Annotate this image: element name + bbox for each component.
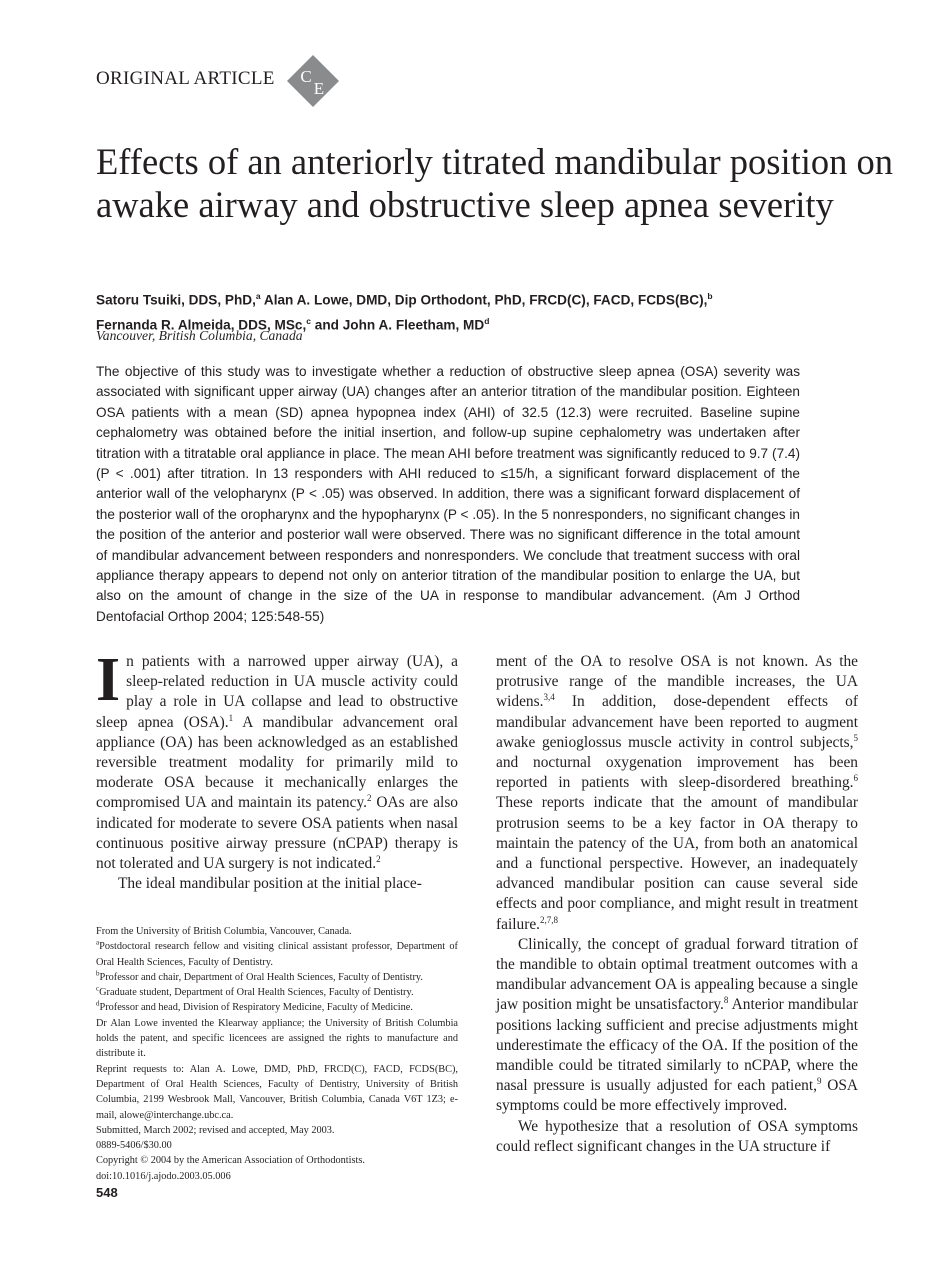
body-text: ment of the OA to resolve OSA is not known. As the protrusive range of the mandible increases, the UA widens. — [496, 653, 858, 711]
footnote-mark: b — [96, 969, 100, 978]
section-label: ORIGINAL ARTICLE — [96, 68, 275, 89]
body-paragraph: We hypothesize that a resolution of OSA symptoms could reflect significant changes in the UA structure if — [496, 1117, 858, 1155]
footnote-a — [96, 939, 458, 970]
author-2-mark: b — [707, 291, 713, 301]
drop-cap: I — [96, 646, 121, 714]
citation: 1 — [228, 712, 234, 723]
citation: 3,4 — [543, 692, 555, 703]
citation: 5 — [853, 732, 858, 743]
footnotes — [96, 924, 458, 1184]
body-text: OAs are also indicated for moderate to severe OSA patients when nasal continuous positive airway pressure (nCPAP) therapy is not tolerated and UA surgery is not indicated. — [96, 794, 459, 873]
author-4-mark: d — [484, 315, 490, 326]
footnote-copyright: Copyright © 2004 by the American Association of Orthodontists. — [96, 1155, 365, 1167]
body-paragraph: The ideal mandibular position at the initial place- — [118, 875, 422, 893]
body-column-right — [496, 652, 858, 1157]
footnote-reprint: Reprint requests to: Alan A. Lowe, DMD, PhD, FRCD(C), FACD, FCDS(BC), Department of Oral Health Sciences, Faculty of Dentistry, University of British Columbia, 2199 Wesbrook Mall, Vancouver, British Columbia, Canada V6T 1Z3; e-mail, alowe@interchange.ubc.ca. — [96, 1063, 458, 1121]
citation: 9 — [816, 1076, 822, 1087]
author-4: and John A. Fleetham, MD — [314, 317, 485, 333]
citation: 6 — [853, 773, 858, 784]
citation: 2,7,8 — [540, 914, 559, 925]
footnote-text: Graduate student, Department of Oral Health Sciences, Faculty of Dentistry. — [99, 987, 414, 999]
footnote-text: Professor and head, Division of Respiratory Medicine, Faculty of Medicine. — [99, 1002, 413, 1014]
author-1-mark: a — [255, 291, 261, 301]
footnote-b — [96, 970, 458, 985]
body-text: and nocturnal oxygenation improvement has been reported in patients with sleep-disordered breathing. — [496, 754, 858, 792]
body-paragraph — [496, 935, 858, 1117]
body-text: n patients with a narrowed upper airway (UA), a sleep-related reduction in UA muscle activity could play a role in UA collapse and lead to obstructive sleep apnea (OSA). — [96, 653, 458, 731]
footnote-affiliation: From the University of British Columbia, Vancouver, Canada. — [96, 926, 352, 937]
ce-badge-letter-c: C — [300, 67, 312, 86]
author-3-mark: c — [306, 315, 311, 326]
body-text: OSA symptoms could be more effectively improved. — [496, 1077, 858, 1115]
footnote-text: Postdoctoral research fellow and visiting clinical assistant professor, Department of Oral Health Sciences, Faculty of Dentistry. — [96, 941, 458, 968]
body-text: In addition, dose-dependent effects of mandibular advancement have been reported to augment awake genioglossus muscle activity in control subjects, — [496, 693, 858, 751]
body-column-left — [96, 646, 459, 894]
citation: 2 — [376, 853, 381, 864]
ce-badge-letter-e: E — [313, 79, 325, 98]
body-text: These reports indicate that the amount of mandibular protrusion seems to be a key factor in OA therapy to maintain the patency of the UA, from both an anatomical and a functional perspective. However, an inadequately advanced mandibular position can cause several side effects and poor compliance, and might result in treatment failure. — [496, 794, 858, 933]
footnote-disclosure: Dr Alan Lowe invented the Klearway appliance; the University of British Columbia holds the patent, and specific licencees are assigned the rights to manufacture and distribute it. — [96, 1017, 458, 1060]
body-text: Anterior mandibular positions lacking sufficient and precise adjustments might underestimate the efficacy of the OA. If the position of the mandible could be titrated similarly to nCPAP, where the nasal pressure is usually adjusted for each patient, — [496, 996, 858, 1095]
footnote-text: Professor and chair, Department of Oral Health Sciences, Faculty of Dentistry. — [99, 971, 423, 983]
body-text: A mandibular advancement oral appliance (OA) has been acknowledged as an established reversible treatment modality for primarily mild to moderate OSA because it mechanically enlarges the compromised UA and maintain its patency. — [96, 713, 458, 812]
body-text: Clinically, the concept of gradual forward titration of the mandible to obtain optimal treatment outcomes with a mandibular advancement OA is appealing because a single jaw position might be unsatisfactory. — [496, 935, 858, 1014]
citation: 8 — [723, 995, 729, 1006]
footnote-c — [96, 985, 458, 1000]
abstract: The objective of this study was to investigate whether a reduction of obstructive sleep apnea (OSA) severity was associated with significant upper airway (UA) changes after an anterior titration of the mandibular position. Eighteen OSA patients with a mean (SD) apnea hypopnea index (AHI) of 32.5 (12.3) were recruited. Baseline supine cephalometry was obtained before the initial insertion, and follow-up supine cephalometry was undertaken after titration with a titratable oral appliance in place. The mean AHI before treatment was significantly reduced to 9.7 (7.4) (P < .001) after titration. In 13 responders with AHI reduced to ≤15/h, a significant forward displacement of the anterior wall of the velopharynx (P < .05) was observed. In addition, there was a significant forward displacement of the posterior wall of the oropharynx and the hypopharynx (P < .05). In the 5 nonresponders, no significant changes in the position of the anterior and posterior wall were observed. There was no significant difference in the total amount of mandibular advancement between responders and nonresponders. We conclude that treatment success with oral appliance therapy appears to depend not only on anterior titration of the mandibular position to enlarge the UA, but also on the amount of change in the size of the UA in response to mandibular advancement. (Am J Orthod Dentofacial Orthop 2004; 125:548-55) — [96, 364, 800, 624]
author-2: Alan A. Lowe, DMD, Dip Orthodont, PhD, FRCD(C), FACD, FCDS(BC), — [263, 292, 708, 308]
body-paragraph — [96, 646, 459, 874]
footnote-mark: d — [96, 1000, 100, 1009]
ce-badge-icon — [286, 54, 340, 108]
footnote-d — [96, 1000, 458, 1015]
article-title: Effects of an anteriorly titrated mandibular position on awake airway and obstructive sleep apnea severity — [96, 141, 894, 225]
footnote-submitted: Submitted, March 2002; revised and accepted, May 2003. — [96, 1124, 335, 1136]
author-location: Vancouver, British Columbia, Canada — [96, 328, 303, 343]
footnote-doi: doi:10.1016/j.ajodo.2003.05.006 — [96, 1170, 231, 1182]
author-3: Fernanda R. Almeida, DDS, MSc, — [96, 317, 307, 333]
author-1: Satoru Tsuiki, DDS, PhD, — [96, 292, 256, 308]
body-paragraph — [496, 652, 858, 935]
citation: 2 — [367, 793, 372, 804]
footnote-mark: c — [96, 984, 100, 993]
footnote-issn: 0889-5406/$30.00 — [96, 1140, 172, 1152]
footnote-mark: a — [96, 938, 100, 947]
page-number: 548 — [96, 1185, 118, 1200]
